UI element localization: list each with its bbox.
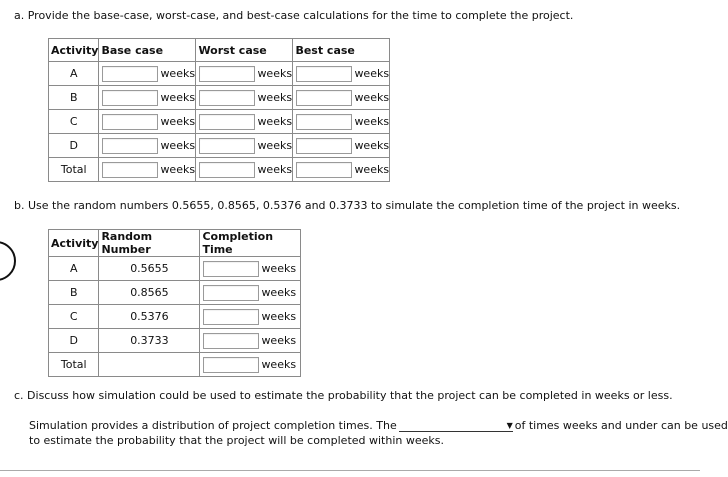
unit-label: weeks	[354, 91, 390, 104]
unit-label: weeks	[257, 115, 293, 128]
best-case-input[interactable]	[296, 162, 352, 178]
activity-label: C	[49, 110, 99, 134]
base-case-cell	[99, 110, 196, 134]
question-b: b. Use the random numbers 0.5655, 0.8565, 0.5376 and 0.3733 to simulate the completion time of the project in weeks.	[14, 199, 681, 212]
table-a-row	[49, 110, 390, 134]
table-a-row	[49, 86, 390, 110]
random-number-value: 0.5376	[99, 305, 200, 329]
base-case-cell	[99, 158, 196, 182]
header-random-number: Random Number	[99, 230, 200, 257]
header-base-case: Base case	[99, 39, 196, 62]
sentence-after: of times weeks and under can be used	[514, 419, 728, 432]
unit-label: weeks	[354, 139, 390, 152]
best-case-cell	[293, 62, 390, 86]
worst-case-cell	[196, 134, 293, 158]
base-case-input[interactable]	[102, 138, 158, 154]
worst-case-input[interactable]	[199, 138, 255, 154]
question-c: c. Discuss how simulation could be used to estimate the probability that the project can be completed in weeks or less.	[14, 389, 673, 402]
unit-label: weeks	[160, 115, 196, 128]
cursor-circle-decoration	[0, 241, 16, 281]
completion-time-input[interactable]	[203, 285, 259, 301]
header-best-case: Best case	[293, 39, 390, 62]
best-case-cell	[293, 134, 390, 158]
unit-label: weeks	[261, 286, 297, 299]
bottom-divider	[0, 470, 700, 471]
completion-time-cell	[200, 305, 301, 329]
unit-label: weeks	[257, 163, 293, 176]
random-number-value: 0.5655	[99, 257, 200, 281]
base-case-cell	[99, 62, 196, 86]
unit-label: weeks	[261, 262, 297, 275]
unit-label: weeks	[354, 115, 390, 128]
header-activity-b: Activity	[49, 230, 99, 257]
unit-label: weeks	[160, 139, 196, 152]
activity-label: Total	[49, 158, 99, 182]
worst-case-cell	[196, 158, 293, 182]
random-number-value	[99, 353, 200, 377]
unit-label: weeks	[261, 310, 297, 323]
best-case-cell	[293, 110, 390, 134]
base-case-input[interactable]	[102, 162, 158, 178]
header-worst-case: Worst case	[196, 39, 293, 62]
table-a-row	[49, 134, 390, 158]
completion-time-cell	[200, 329, 301, 353]
base-case-cell	[99, 86, 196, 110]
best-case-input[interactable]	[296, 90, 352, 106]
completion-time-input[interactable]	[203, 357, 259, 373]
unit-label: weeks	[160, 91, 196, 104]
answer-sentence-line2: to estimate the probability that the project will be completed within weeks.	[29, 434, 444, 447]
unit-label: weeks	[257, 139, 293, 152]
unit-label: weeks	[160, 163, 196, 176]
header-completion-time: Completion Time	[200, 230, 301, 257]
activity-label: B	[49, 86, 99, 110]
best-case-input[interactable]	[296, 66, 352, 82]
worst-case-input[interactable]	[199, 162, 255, 178]
unit-label: weeks	[354, 67, 390, 80]
completion-time-cell	[200, 257, 301, 281]
table-b-row	[49, 329, 301, 353]
answer-sentence-line1	[29, 418, 728, 432]
worst-case-cell	[196, 62, 293, 86]
unit-label: weeks	[160, 67, 196, 80]
random-number-value: 0.3733	[99, 329, 200, 353]
base-case-input[interactable]	[102, 114, 158, 130]
base-case-input[interactable]	[102, 90, 158, 106]
completion-time-input[interactable]	[203, 261, 259, 277]
activity-label: C	[49, 305, 99, 329]
unit-label: weeks	[354, 163, 390, 176]
table-b-row	[49, 281, 301, 305]
worst-case-cell	[196, 110, 293, 134]
table-b-row	[49, 305, 301, 329]
table-a	[48, 38, 390, 182]
table-b-row	[49, 257, 301, 281]
best-case-input[interactable]	[296, 138, 352, 154]
worst-case-input[interactable]	[199, 90, 255, 106]
answer-dropdown[interactable]	[399, 418, 513, 432]
header-activity: Activity	[49, 39, 99, 62]
question-a: a. Provide the base-case, worst-case, and best-case calculations for the time to complete the project.	[14, 9, 574, 22]
activity-label: A	[49, 62, 99, 86]
dropdown-arrow-icon[interactable]: ▼	[506, 421, 513, 430]
activity-label: A	[49, 257, 99, 281]
worst-case-cell	[196, 86, 293, 110]
best-case-cell	[293, 158, 390, 182]
worst-case-input[interactable]	[199, 114, 255, 130]
completion-time-cell	[200, 281, 301, 305]
activity-label: Total	[49, 353, 99, 377]
table-a-row	[49, 62, 390, 86]
unit-label: weeks	[261, 334, 297, 347]
completion-time-input[interactable]	[203, 309, 259, 325]
unit-label: weeks	[257, 91, 293, 104]
base-case-input[interactable]	[102, 66, 158, 82]
base-case-cell	[99, 134, 196, 158]
activity-label: D	[49, 134, 99, 158]
sentence-before: Simulation provides a distribution of project completion times. The	[29, 419, 397, 432]
unit-label: weeks	[257, 67, 293, 80]
best-case-input[interactable]	[296, 114, 352, 130]
random-number-value: 0.8565	[99, 281, 200, 305]
worst-case-input[interactable]	[199, 66, 255, 82]
completion-time-input[interactable]	[203, 333, 259, 349]
table-b	[48, 229, 301, 377]
activity-label: B	[49, 281, 99, 305]
unit-label: weeks	[261, 358, 297, 371]
completion-time-cell	[200, 353, 301, 377]
activity-label: D	[49, 329, 99, 353]
table-b-row	[49, 353, 301, 377]
best-case-cell	[293, 86, 390, 110]
table-a-row	[49, 158, 390, 182]
